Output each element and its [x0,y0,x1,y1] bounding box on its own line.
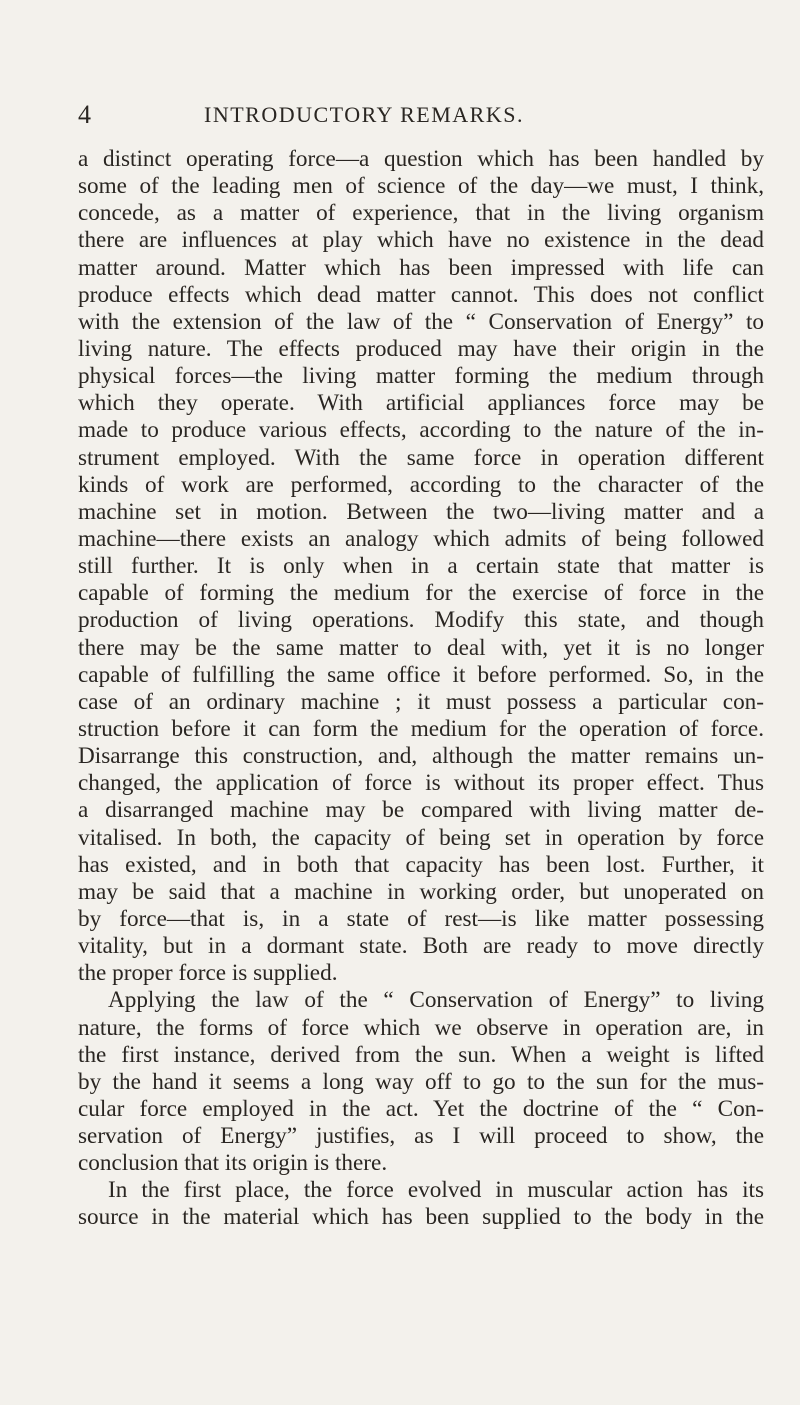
text-line: machine set in motion. Between the two—living matter and a [78,498,764,525]
text-line: Disarrange this construction, and, although the matter remains un- [78,743,764,770]
text-line: by force—that is, in a state of rest—is like matter possessing [78,905,764,932]
text-line: with the extension of the law of the “ Conservation of Energy” to [78,308,764,335]
text-line: cular force employed in the act. Yet the doctrine of the “ Con- [78,1095,764,1122]
text-line: capable of fulfilling the same office it before performed. So, in the [78,661,764,688]
text-line: by the hand it seems a long way off to go to the sun for the mus- [78,1068,764,1095]
page-number: 4 [78,100,91,129]
text-line: a distinct operating force—a question which has been handled by [78,146,764,172]
text-line: struction before it can form the medium for the operation of force. [78,715,764,742]
text-line: there may be the same matter to deal with, yet it is no longer [78,634,764,661]
running-head: INTRODUCTORY REMARKS. [204,102,524,127]
text-line: changed, the application of force is without its proper effect. Thus [78,770,764,797]
text-line: vitalised. In both, the capacity of being set in operation by force [78,824,764,851]
text-line: made to produce various effects, according to the nature of the in- [78,417,764,444]
text-line: strument employed. With the same force in operation different [78,444,764,471]
text-line: nature, the forms of force which we observe in operation are, in [78,1014,764,1041]
page-header [78,98,758,132]
body-text [78,146,764,1232]
paragraph-end-line: conclusion that its origin is there. [78,1150,388,1177]
text-line: capable of forming the medium for the exercise of force in the [78,580,764,607]
text-line: kinds of work are performed, according to the character of the [78,471,764,498]
text-line: concede, as a matter of experience, that in the living organism [78,200,764,227]
text-line: some of the leading men of science of the day—we must, I think, [78,173,764,200]
text-line: servation of Energy” justifies, as I will proceed to show, the [78,1123,764,1150]
text-line: the first instance, derived from the sun. When a weight is lifted [78,1041,764,1068]
text-line: vitality, but in a dormant state. Both are ready to move directly [78,933,764,960]
paragraph-end-line: the proper force is supplied. [78,960,338,987]
text-line: produce effects which dead matter cannot. This does not conflict [78,281,764,308]
text-line: there are influences at play which have no existence in the dead [78,227,764,254]
text-line: has existed, and in both that capacity has been lost. Further, it [78,851,764,878]
text-line: machine—there exists an analogy which admits of being followed [78,525,764,552]
text-line: a disarranged machine may be compared with living matter de- [78,797,764,824]
text-line: matter around. Matter which has been impressed with life can [78,254,764,281]
text-line: source in the material which has been supplied to the body in the [78,1204,764,1231]
paragraph-start-line: In the first place, the force evolved in muscular action has its [108,1177,764,1204]
text-line: production of living operations. Modify this state, and though [78,607,764,634]
text-line: physical forces—the living matter forming the medium through [78,363,764,390]
text-line: still further. It is only when in a certain state that matter is [78,553,764,580]
paragraph-start-line: Applying the law of the “ Conservation of Energy” to living [108,987,764,1014]
text-line: may be said that a machine in working order, but unoperated on [78,878,764,905]
text-line: case of an ordinary machine ; it must possess a particular con- [78,688,764,715]
text-line: living nature. The effects produced may have their origin in the [78,335,764,362]
text-line: which they operate. With artificial appliances force may be [78,390,764,417]
